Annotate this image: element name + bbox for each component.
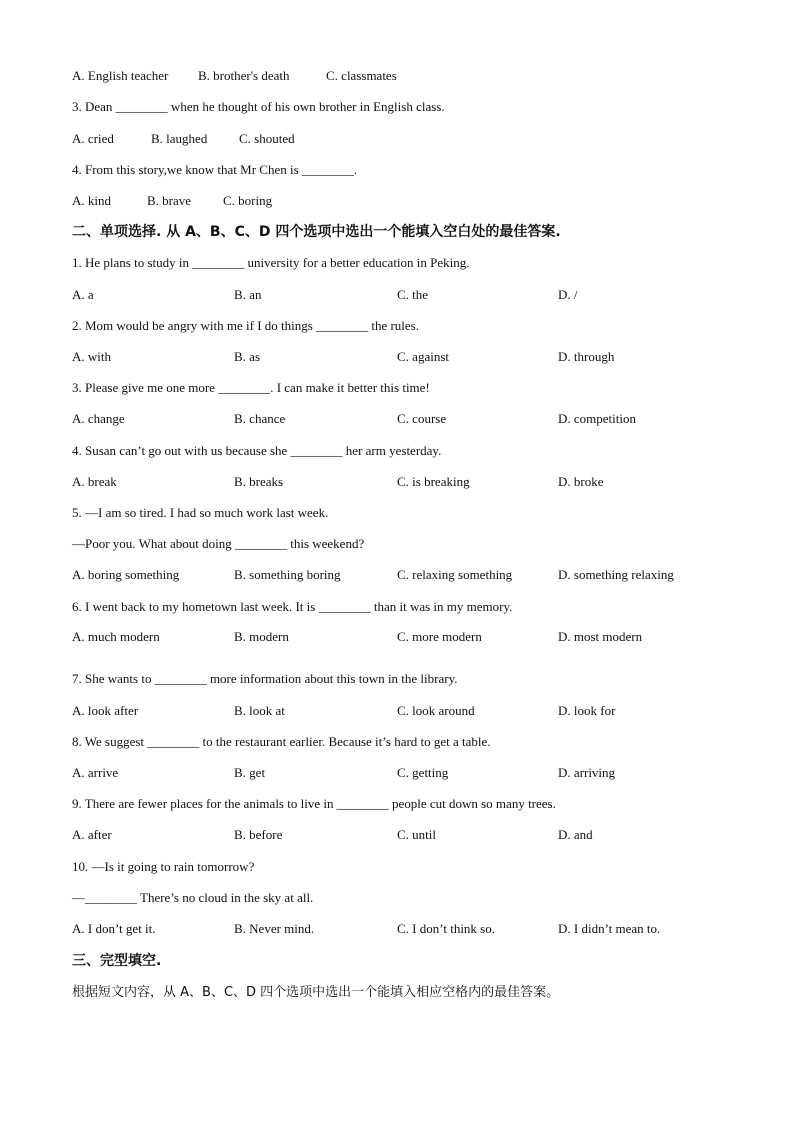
question-10-options: [72, 921, 752, 937]
question-1-stem: 1. He plans to study in ________ university for a better education in Peking.: [72, 255, 470, 270]
option-b: B. something boring: [234, 567, 341, 582]
option-d: D. through: [558, 349, 615, 364]
question-9-options: [72, 827, 752, 843]
option-a: A. with: [72, 349, 111, 364]
question-5-stem: 5. —I am so tired. I had so much work last week.: [72, 505, 329, 520]
option-b: B. get: [234, 765, 266, 780]
question-9-stem: 9. There are fewer places for the animals to live in ________ people cut down so many trees.: [72, 796, 556, 811]
question-8-options: [72, 765, 752, 781]
option-c: C. getting: [397, 765, 449, 780]
option-c: C. I don’t think so.: [397, 921, 495, 936]
option-d: D. most modern: [558, 629, 643, 644]
question-7-options: [72, 703, 752, 719]
option-c: C. look around: [397, 703, 475, 718]
option-a: A. a: [72, 287, 94, 302]
option-c: C. classmates: [326, 68, 397, 83]
option-c: C. until: [397, 827, 437, 842]
option-b: B. brave: [147, 193, 192, 208]
option-d: D. I didn’t mean to.: [558, 921, 661, 936]
option-c: C. shouted: [239, 131, 295, 146]
question-1-options: [72, 287, 752, 303]
section-3-instruction: 根据短文内容，从 A、B、C、D 四个选项中选出一个能填入相应空格内的最佳答案。: [72, 985, 560, 1000]
question-10-stem-reply: —________ There’s no cloud in the sky at all.: [72, 890, 314, 905]
option-b: B. as: [234, 349, 260, 364]
section-3-heading: 三、完型填空.: [72, 953, 162, 969]
option-d: D. arriving: [558, 765, 616, 780]
option-c: C. the: [397, 287, 429, 302]
question-7-stem: 7. She wants to ________ more information about this town in the library.: [72, 671, 458, 686]
option-b: B. brother's death: [198, 68, 290, 83]
option-c: C. relaxing something: [397, 567, 513, 582]
prev-q3-options: [72, 131, 752, 147]
question-6-options: [72, 629, 752, 645]
option-b: B. laughed: [151, 131, 208, 146]
question-5-options: [72, 567, 752, 583]
option-c: C. is breaking: [397, 474, 470, 489]
option-b: B. modern: [234, 629, 289, 644]
question-4-stem: 4. Susan can’t go out with us because she ________ her arm yesterday.: [72, 443, 442, 458]
question-10-stem: 10. —Is it going to rain tomorrow?: [72, 859, 255, 874]
prev-q4-options: [72, 193, 752, 209]
question-3-stem: 3. Please give me one more ________. I can make it better this time!: [72, 380, 430, 395]
option-b: B. before: [234, 827, 283, 842]
option-c: C. boring: [223, 193, 273, 208]
option-c: C. against: [397, 349, 449, 364]
option-d: D. and: [558, 827, 593, 842]
option-a: A. change: [72, 411, 125, 426]
option-a: A. look after: [72, 703, 139, 718]
option-b: B. an: [234, 287, 262, 302]
option-b: B. breaks: [234, 474, 284, 489]
option-b: B. look at: [234, 703, 285, 718]
option-a: A. English teacher: [72, 68, 169, 83]
option-d: D. /: [558, 287, 578, 302]
question-2-options: [72, 349, 752, 365]
question-8-stem: 8. We suggest ________ to the restaurant earlier. Because it’s hard to get a table.: [72, 734, 491, 749]
prev-q4-stem: 4. From this story,we know that Mr Chen is ________.: [72, 162, 358, 177]
option-c: C. more modern: [397, 629, 482, 644]
option-a: A. after: [72, 827, 112, 842]
question-2-stem: 2. Mom would be angry with me if I do things ________ the rules.: [72, 318, 419, 333]
option-d: D. look for: [558, 703, 616, 718]
option-b: B. chance: [234, 411, 286, 426]
option-d: D. broke: [558, 474, 604, 489]
prev-q2-options: [72, 68, 752, 84]
option-a: A. kind: [72, 193, 111, 208]
option-a: A. cried: [72, 131, 114, 146]
option-b: B. Never mind.: [234, 921, 315, 936]
option-d: D. something relaxing: [558, 567, 674, 582]
option-a: A. arrive: [72, 765, 119, 780]
option-a: A. boring something: [72, 567, 180, 582]
question-6-stem: 6. I went back to my hometown last week. It is ________ than it was in my memory.: [72, 599, 513, 614]
option-a: A. break: [72, 474, 117, 489]
section-2-heading: 二、单项选择. 从 A、B、C、D 四个选项中选出一个能填入空白处的最佳答案.: [72, 224, 561, 240]
option-d: D. competition: [558, 411, 636, 426]
question-3-options: [72, 411, 752, 427]
prev-q3-stem: 3. Dean ________ when he thought of his own brother in English class.: [72, 99, 445, 114]
option-a: A. I don’t get it.: [72, 921, 156, 936]
question-4-options: [72, 474, 752, 490]
option-c: C. course: [397, 411, 447, 426]
option-a: A. much modern: [72, 629, 160, 644]
question-5-stem-reply: —Poor you. What about doing ________ this weekend?: [72, 536, 365, 551]
